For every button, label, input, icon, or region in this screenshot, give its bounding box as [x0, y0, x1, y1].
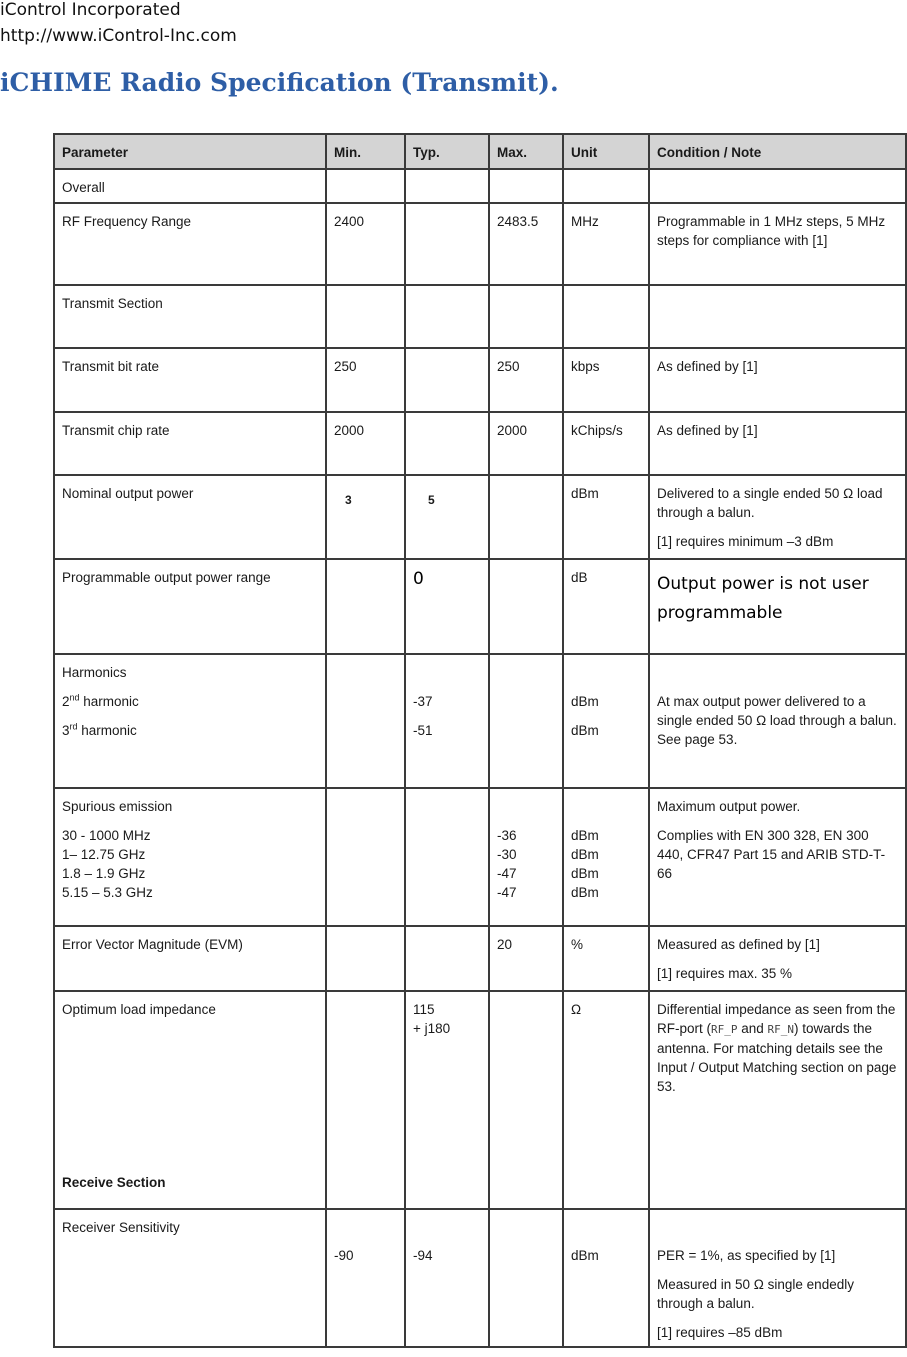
typ-cell: -37 -51	[405, 654, 489, 788]
section-label-transmit: Transmit Section	[54, 285, 326, 348]
note-cell: Differential impedance as seen from the RF-port (RF_P and RF_N) towards the antenna. For matching details see the Input / Output Matching section on page 53.	[649, 991, 906, 1209]
min-cell: -90	[326, 1209, 405, 1347]
typ-cell	[405, 475, 489, 559]
unit-cell: dBm	[563, 475, 649, 559]
unit-cell: dB	[563, 559, 649, 654]
note-line: Delivered to a single ended 50 Ω load through a balun.	[657, 486, 883, 520]
section-label-overall: Overall	[54, 169, 326, 203]
param-sub-label: 3rd harmonic	[62, 721, 137, 738]
column-header: Min.	[326, 134, 405, 169]
unit-cell: kChips/s	[563, 412, 649, 475]
table-row	[54, 559, 906, 654]
note-cell: As defined by [1]	[649, 412, 906, 475]
handwritten-note: Output power is not user programmable	[657, 574, 869, 623]
param-cell: Error Vector Magnitude (EVM)	[54, 926, 326, 991]
column-header: Max.	[489, 134, 563, 169]
param-cell: Optimum load impedance Receive Section	[54, 991, 326, 1209]
unit-cell: Ω	[563, 991, 649, 1209]
min-cell	[326, 475, 405, 559]
table-row	[54, 475, 906, 559]
min-cell: 2000	[326, 412, 405, 475]
param-cell: RF Frequency Range	[54, 203, 326, 285]
unit-cell: kbps	[563, 348, 649, 412]
max-cell: 2000	[489, 412, 563, 475]
table-row	[54, 991, 906, 1209]
note-cell	[649, 559, 906, 654]
note-cell: Measured as defined by [1] [1] requires max. 35 %	[649, 926, 906, 991]
handwritten-typ-value: 5	[428, 493, 435, 507]
max-cell: 2483.5	[489, 203, 563, 285]
param-cell: Programmable output power range	[54, 559, 326, 654]
min-cell: 250	[326, 348, 405, 412]
note-cell: Maximum output power. Complies with EN 300 328, EN 300 440, CFR47 Part 15 and ARIB STD-T-66	[649, 788, 906, 926]
table-row	[54, 348, 906, 412]
table-row	[54, 654, 906, 788]
max-cell: -36 -30 -47 -47	[489, 788, 563, 926]
min-cell: 2400	[326, 203, 405, 285]
note-cell: Programmable in 1 MHz steps, 5 MHz steps for compliance with [1]	[649, 203, 906, 285]
company-url[interactable]: http://www.iControl-Inc.com	[0, 26, 237, 46]
max-cell: 20	[489, 926, 563, 991]
note-cell	[649, 475, 906, 559]
table-row	[54, 788, 906, 926]
table-header-row	[54, 134, 906, 169]
typ-cell: -94	[405, 1209, 489, 1347]
table-row	[54, 926, 906, 991]
spec-table	[53, 133, 907, 1348]
param-cell: Spurious emission 30 - 1000 MHz 1– 12.75 GHz 1.8 – 1.9 GHz 5.15 – 5.3 GHz	[54, 788, 326, 926]
table-row	[54, 1209, 906, 1347]
param-cell: Nominal output power	[54, 475, 326, 559]
typ-cell	[405, 559, 489, 654]
typ-cell: 115 + j180	[405, 991, 489, 1209]
note-cell: As defined by [1]	[649, 348, 906, 412]
table-row	[54, 285, 906, 348]
section-label-receive: Receive Section	[62, 1175, 166, 1190]
handwritten-typ-value: 0	[413, 569, 424, 589]
note-cell: At max output power delivered to a single ended 50 Ω load through a balun. See page 53.	[649, 654, 906, 788]
column-header: Condition / Note	[649, 134, 906, 169]
company-name: iControl Incorporated	[0, 0, 181, 20]
unit-cell: MHz	[563, 203, 649, 285]
param-cell: Receiver Sensitivity	[54, 1209, 326, 1347]
unit-cell: dBm dBm	[563, 654, 649, 788]
param-cell	[54, 654, 326, 788]
param-cell: Transmit chip rate	[54, 412, 326, 475]
page-title: iCHIME Radio Specification (Transmit).	[0, 68, 559, 97]
column-header: Typ.	[405, 134, 489, 169]
column-header: Parameter	[54, 134, 326, 169]
table-row	[54, 203, 906, 285]
max-cell: 250	[489, 348, 563, 412]
param-cell: Transmit bit rate	[54, 348, 326, 412]
unit-cell: dBm	[563, 1209, 649, 1347]
param-label: Harmonics	[62, 665, 127, 680]
frequency-ranges: 30 - 1000 MHz 1– 12.75 GHz 1.8 – 1.9 GHz 5.15 – 5.3 GHz	[62, 828, 153, 900]
unit-cell: dBm dBm dBm dBm	[563, 788, 649, 926]
param-sub-label: 2nd harmonic	[62, 692, 139, 709]
table-row	[54, 412, 906, 475]
table-row	[54, 169, 906, 203]
note-cell: PER = 1%, as specified by [1] Measured in 50 Ω single endedly through a balun. [1] requires –85 dBm	[649, 1209, 906, 1347]
handwritten-min-value: 3	[345, 493, 352, 507]
unit-cell: %	[563, 926, 649, 991]
column-header: Unit	[563, 134, 649, 169]
note-line: [1] requires minimum –3 dBm	[657, 534, 834, 549]
